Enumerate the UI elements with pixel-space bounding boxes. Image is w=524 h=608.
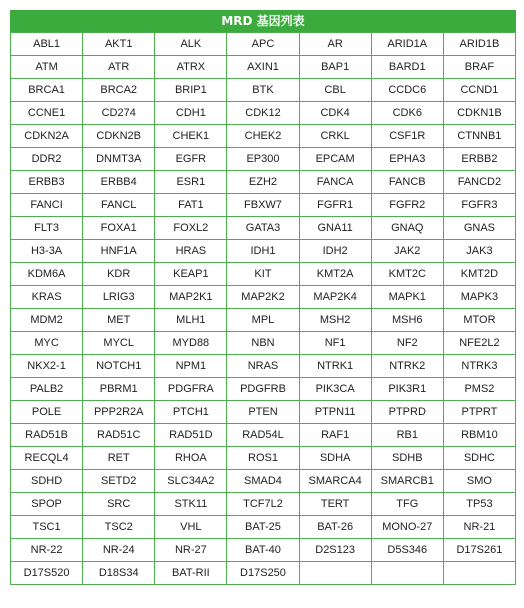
gene-cell: MPL bbox=[227, 309, 299, 332]
gene-cell: NKX2-1 bbox=[11, 355, 83, 378]
gene-cell: AR bbox=[299, 33, 371, 56]
gene-cell: FOXA1 bbox=[83, 217, 155, 240]
gene-cell: AXIN1 bbox=[227, 56, 299, 79]
gene-cell: ATR bbox=[83, 56, 155, 79]
gene-cell: CD274 bbox=[83, 102, 155, 125]
gene-cell: MAPK1 bbox=[371, 286, 443, 309]
gene-cell: GNAQ bbox=[371, 217, 443, 240]
gene-cell: CDKN1B bbox=[443, 102, 515, 125]
gene-cell: KMT2D bbox=[443, 263, 515, 286]
table-row bbox=[11, 470, 516, 493]
gene-cell: BRAF bbox=[443, 56, 515, 79]
gene-cell: APC bbox=[227, 33, 299, 56]
gene-cell: ATRX bbox=[155, 56, 227, 79]
gene-cell: FANCA bbox=[299, 171, 371, 194]
gene-cell: ERBB4 bbox=[83, 171, 155, 194]
gene-cell: CTNNB1 bbox=[443, 125, 515, 148]
table-row bbox=[11, 355, 516, 378]
gene-cell: EZH2 bbox=[227, 171, 299, 194]
gene-cell: NR-27 bbox=[155, 539, 227, 562]
table-row bbox=[11, 309, 516, 332]
gene-cell: RAD51C bbox=[83, 424, 155, 447]
gene-cell: DDR2 bbox=[11, 148, 83, 171]
gene-cell: MAP2K4 bbox=[299, 286, 371, 309]
gene-cell: BAP1 bbox=[299, 56, 371, 79]
empty-cell bbox=[371, 562, 443, 585]
gene-cell: MYCL bbox=[83, 332, 155, 355]
gene-cell: D17S250 bbox=[227, 562, 299, 585]
gene-cell: MTOR bbox=[443, 309, 515, 332]
gene-cell: CDK4 bbox=[299, 102, 371, 125]
gene-cell: SDHC bbox=[443, 447, 515, 470]
gene-cell: KRAS bbox=[11, 286, 83, 309]
table-row bbox=[11, 493, 516, 516]
gene-cell: MAP2K2 bbox=[227, 286, 299, 309]
gene-cell: EPHA3 bbox=[371, 148, 443, 171]
table-row bbox=[11, 171, 516, 194]
gene-cell: NRAS bbox=[227, 355, 299, 378]
gene-cell: HNF1A bbox=[83, 240, 155, 263]
gene-cell: CHEK1 bbox=[155, 125, 227, 148]
gene-cell: GNA11 bbox=[299, 217, 371, 240]
table-row bbox=[11, 539, 516, 562]
gene-cell: PDGFRA bbox=[155, 378, 227, 401]
gene-cell: FANCI bbox=[11, 194, 83, 217]
table-row bbox=[11, 148, 516, 171]
table-row bbox=[11, 562, 516, 585]
gene-cell: NR-21 bbox=[443, 516, 515, 539]
gene-cell: CSF1R bbox=[371, 125, 443, 148]
gene-cell: EGFR bbox=[155, 148, 227, 171]
gene-cell: SMAD4 bbox=[227, 470, 299, 493]
gene-cell: RET bbox=[83, 447, 155, 470]
gene-cell: SLC34A2 bbox=[155, 470, 227, 493]
gene-cell: STK11 bbox=[155, 493, 227, 516]
gene-cell: PTEN bbox=[227, 401, 299, 424]
table-row bbox=[11, 240, 516, 263]
gene-cell: LRIG3 bbox=[83, 286, 155, 309]
gene-cell: CDK6 bbox=[371, 102, 443, 125]
gene-cell: GATA3 bbox=[227, 217, 299, 240]
gene-cell: MYD88 bbox=[155, 332, 227, 355]
gene-cell: NR-24 bbox=[83, 539, 155, 562]
table-row bbox=[11, 194, 516, 217]
gene-cell: JAK2 bbox=[371, 240, 443, 263]
gene-cell: SMARCA4 bbox=[299, 470, 371, 493]
gene-cell: NR-22 bbox=[11, 539, 83, 562]
gene-cell: FGFR3 bbox=[443, 194, 515, 217]
gene-cell: RB1 bbox=[371, 424, 443, 447]
gene-cell: HRAS bbox=[155, 240, 227, 263]
gene-cell: D2S123 bbox=[299, 539, 371, 562]
gene-cell: TP53 bbox=[443, 493, 515, 516]
gene-cell: CBL bbox=[299, 79, 371, 102]
gene-cell: BRCA2 bbox=[83, 79, 155, 102]
gene-cell: MSH6 bbox=[371, 309, 443, 332]
gene-cell: FOXL2 bbox=[155, 217, 227, 240]
gene-cell: ROS1 bbox=[227, 447, 299, 470]
gene-cell: FANCB bbox=[371, 171, 443, 194]
table-row bbox=[11, 447, 516, 470]
gene-cell: BAT-40 bbox=[227, 539, 299, 562]
gene-cell: FLT3 bbox=[11, 217, 83, 240]
gene-cell: NTRK2 bbox=[371, 355, 443, 378]
gene-cell: TFG bbox=[371, 493, 443, 516]
gene-cell: NTRK3 bbox=[443, 355, 515, 378]
gene-cell: CDH1 bbox=[155, 102, 227, 125]
gene-cell: RAD51D bbox=[155, 424, 227, 447]
table-row bbox=[11, 286, 516, 309]
gene-cell: NPM1 bbox=[155, 355, 227, 378]
gene-cell: BTK bbox=[227, 79, 299, 102]
gene-cell: GNAS bbox=[443, 217, 515, 240]
gene-cell: RAF1 bbox=[299, 424, 371, 447]
table-row bbox=[11, 332, 516, 355]
gene-cell: CRKL bbox=[299, 125, 371, 148]
gene-cell: PTPN11 bbox=[299, 401, 371, 424]
gene-cell: KMT2A bbox=[299, 263, 371, 286]
table-row bbox=[11, 378, 516, 401]
gene-cell: BAT-25 bbox=[227, 516, 299, 539]
gene-cell: CHEK2 bbox=[227, 125, 299, 148]
gene-cell: SRC bbox=[83, 493, 155, 516]
gene-cell: NOTCH1 bbox=[83, 355, 155, 378]
gene-cell: NBN bbox=[227, 332, 299, 355]
gene-cell: EP300 bbox=[227, 148, 299, 171]
gene-cell: MYC bbox=[11, 332, 83, 355]
gene-cell: ATM bbox=[11, 56, 83, 79]
gene-cell: RHOA bbox=[155, 447, 227, 470]
gene-cell: CDKN2A bbox=[11, 125, 83, 148]
gene-cell: IDH1 bbox=[227, 240, 299, 263]
gene-cell: VHL bbox=[155, 516, 227, 539]
gene-cell: BRIP1 bbox=[155, 79, 227, 102]
gene-cell: PDGFRB bbox=[227, 378, 299, 401]
gene-cell: PMS2 bbox=[443, 378, 515, 401]
table-row bbox=[11, 79, 516, 102]
gene-cell: FAT1 bbox=[155, 194, 227, 217]
gene-cell: NF1 bbox=[299, 332, 371, 355]
gene-cell: SDHD bbox=[11, 470, 83, 493]
gene-cell: PPP2R2A bbox=[83, 401, 155, 424]
gene-cell: FGFR2 bbox=[371, 194, 443, 217]
gene-cell: CDK12 bbox=[227, 102, 299, 125]
gene-cell: PBRM1 bbox=[83, 378, 155, 401]
gene-cell: POLE bbox=[11, 401, 83, 424]
gene-cell: CDKN2B bbox=[83, 125, 155, 148]
gene-cell: MDM2 bbox=[11, 309, 83, 332]
gene-cell: KEAP1 bbox=[155, 263, 227, 286]
table-row bbox=[11, 424, 516, 447]
table-row bbox=[11, 516, 516, 539]
gene-cell: CCNE1 bbox=[11, 102, 83, 125]
gene-cell: RAD51B bbox=[11, 424, 83, 447]
gene-cell: NF2 bbox=[371, 332, 443, 355]
table-row bbox=[11, 102, 516, 125]
gene-cell: SDHB bbox=[371, 447, 443, 470]
gene-cell: PTPRD bbox=[371, 401, 443, 424]
gene-cell: NTRK1 bbox=[299, 355, 371, 378]
gene-cell: KMT2C bbox=[371, 263, 443, 286]
gene-cell: ABL1 bbox=[11, 33, 83, 56]
gene-table-body bbox=[11, 33, 516, 585]
gene-cell: D17S261 bbox=[443, 539, 515, 562]
empty-cell bbox=[443, 562, 515, 585]
gene-cell: MAP2K1 bbox=[155, 286, 227, 309]
gene-cell: FGFR1 bbox=[299, 194, 371, 217]
gene-cell: MLH1 bbox=[155, 309, 227, 332]
gene-cell: PIK3R1 bbox=[371, 378, 443, 401]
gene-cell: IDH2 bbox=[299, 240, 371, 263]
gene-cell: KIT bbox=[227, 263, 299, 286]
gene-cell: D18S34 bbox=[83, 562, 155, 585]
gene-cell: H3-3A bbox=[11, 240, 83, 263]
gene-cell: BAT-26 bbox=[299, 516, 371, 539]
gene-cell: EPCAM bbox=[299, 148, 371, 171]
gene-cell: D5S346 bbox=[371, 539, 443, 562]
gene-cell: AKT1 bbox=[83, 33, 155, 56]
gene-cell: JAK3 bbox=[443, 240, 515, 263]
gene-cell: SPOP bbox=[11, 493, 83, 516]
gene-cell: MONO-27 bbox=[371, 516, 443, 539]
gene-cell: PIK3CA bbox=[299, 378, 371, 401]
gene-cell: PTCH1 bbox=[155, 401, 227, 424]
gene-cell: ARID1B bbox=[443, 33, 515, 56]
gene-cell: PALB2 bbox=[11, 378, 83, 401]
table-row bbox=[11, 56, 516, 79]
gene-cell: FANCL bbox=[83, 194, 155, 217]
gene-cell: DNMT3A bbox=[83, 148, 155, 171]
gene-cell: BAT-RII bbox=[155, 562, 227, 585]
gene-cell: MSH2 bbox=[299, 309, 371, 332]
gene-cell: CCDC6 bbox=[371, 79, 443, 102]
gene-cell: MET bbox=[83, 309, 155, 332]
gene-cell: ERBB2 bbox=[443, 148, 515, 171]
table-row bbox=[11, 217, 516, 240]
table-row bbox=[11, 401, 516, 424]
gene-cell: KDM6A bbox=[11, 263, 83, 286]
gene-cell: TERT bbox=[299, 493, 371, 516]
gene-cell: RECQL4 bbox=[11, 447, 83, 470]
gene-cell: PTPRT bbox=[443, 401, 515, 424]
gene-cell: ALK bbox=[155, 33, 227, 56]
gene-cell: SMARCB1 bbox=[371, 470, 443, 493]
table-title: MRD 基因列表 bbox=[10, 10, 516, 32]
gene-cell: BRCA1 bbox=[11, 79, 83, 102]
empty-cell bbox=[299, 562, 371, 585]
gene-cell: TSC1 bbox=[11, 516, 83, 539]
gene-cell: TCF7L2 bbox=[227, 493, 299, 516]
gene-cell: RAD54L bbox=[227, 424, 299, 447]
gene-cell: ESR1 bbox=[155, 171, 227, 194]
gene-cell: RBM10 bbox=[443, 424, 515, 447]
gene-cell: BARD1 bbox=[371, 56, 443, 79]
gene-cell: NFE2L2 bbox=[443, 332, 515, 355]
gene-cell: MAPK3 bbox=[443, 286, 515, 309]
gene-cell: ERBB3 bbox=[11, 171, 83, 194]
gene-list-panel bbox=[10, 10, 516, 585]
gene-cell: SDHA bbox=[299, 447, 371, 470]
gene-cell: KDR bbox=[83, 263, 155, 286]
gene-cell: FBXW7 bbox=[227, 194, 299, 217]
gene-cell: SMO bbox=[443, 470, 515, 493]
gene-table bbox=[10, 32, 516, 585]
gene-cell: ARID1A bbox=[371, 33, 443, 56]
table-row bbox=[11, 33, 516, 56]
table-row bbox=[11, 263, 516, 286]
gene-cell: D17S520 bbox=[11, 562, 83, 585]
gene-cell: CCND1 bbox=[443, 79, 515, 102]
gene-cell: SETD2 bbox=[83, 470, 155, 493]
table-row bbox=[11, 125, 516, 148]
gene-cell: FANCD2 bbox=[443, 171, 515, 194]
gene-cell: TSC2 bbox=[83, 516, 155, 539]
